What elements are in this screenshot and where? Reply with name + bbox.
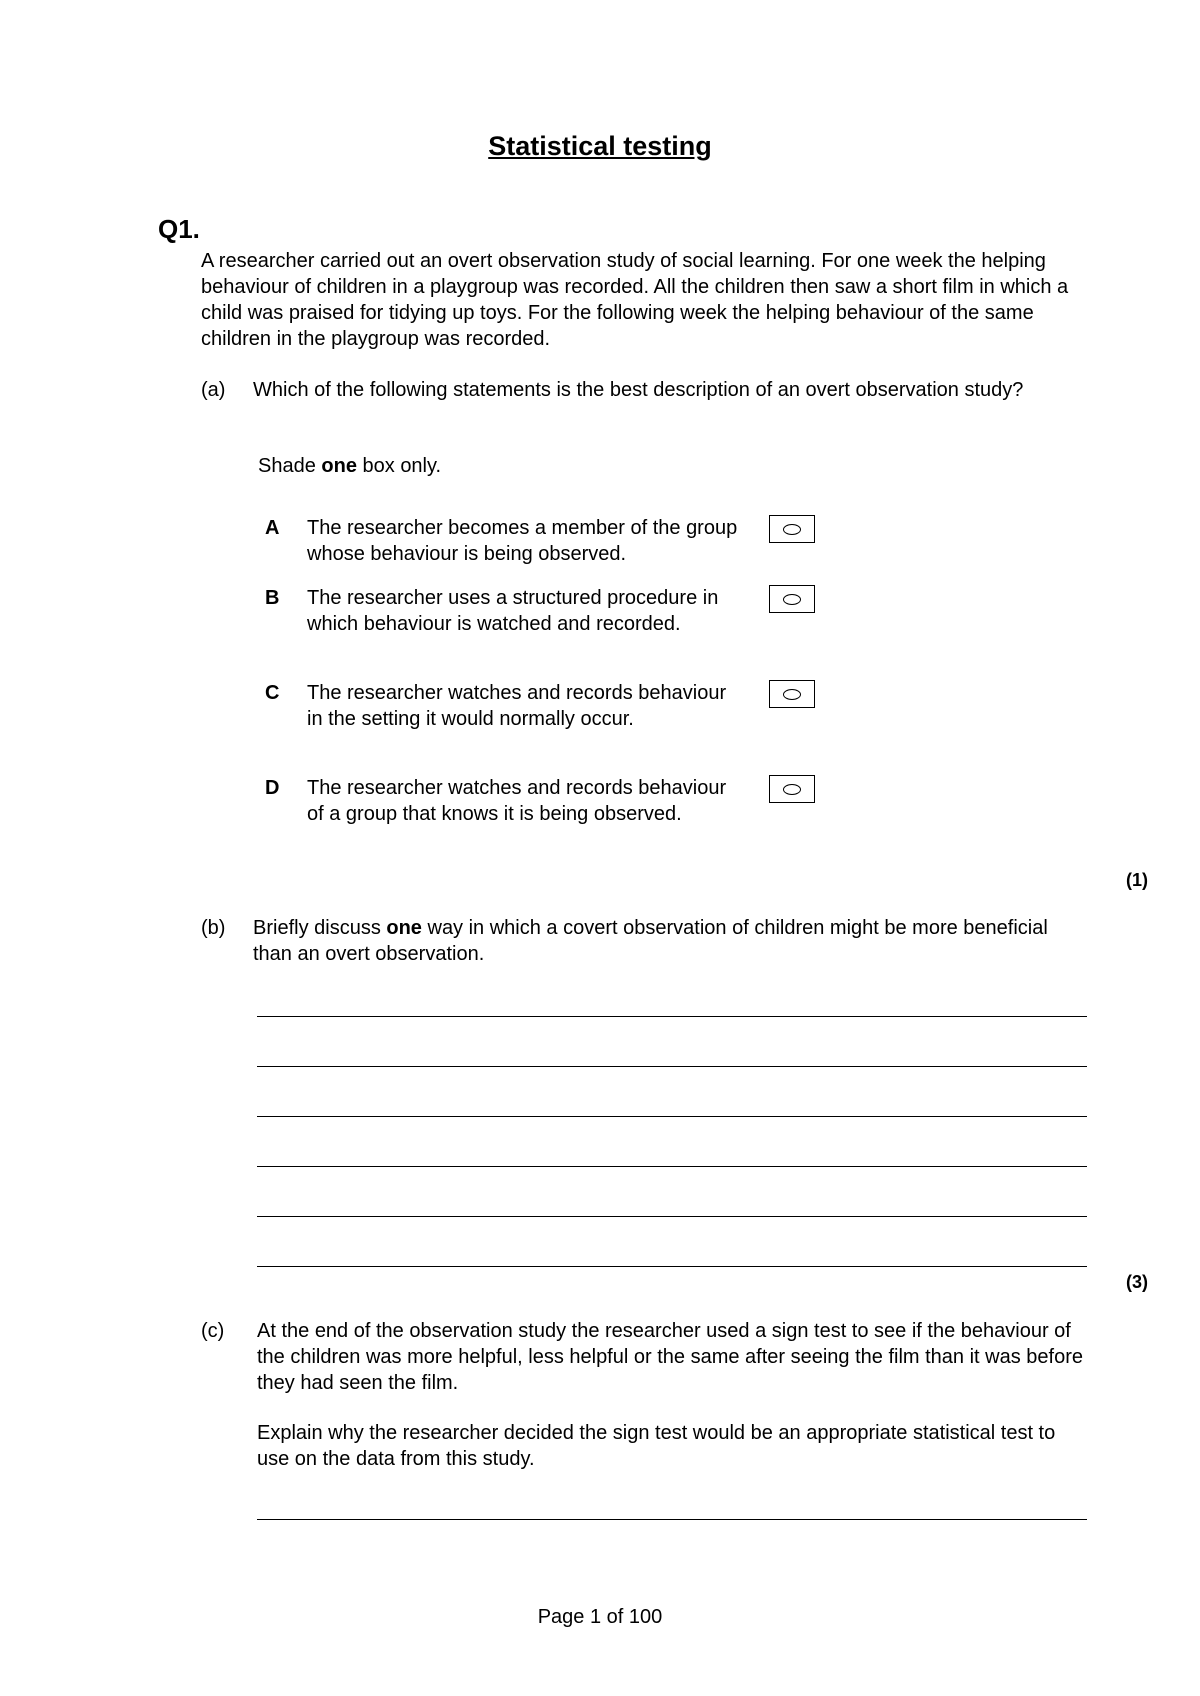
part-b-answer-line[interactable]: [257, 1142, 1087, 1167]
option-a-letter: A: [265, 517, 280, 539]
page-title: Statistical testing: [488, 131, 712, 161]
part-b-label: (b): [201, 917, 226, 939]
part-a-instruction: Shade one box only.: [258, 455, 442, 477]
option-c-checkbox[interactable]: [769, 680, 815, 708]
option-b-letter: B: [265, 587, 280, 609]
part-b-answer-line[interactable]: [257, 1242, 1087, 1267]
part-b-answer-line[interactable]: [257, 1092, 1087, 1117]
option-c-letter: C: [265, 682, 280, 704]
option-a-checkbox[interactable]: [769, 515, 815, 543]
part-b-answer-line[interactable]: [257, 992, 1087, 1017]
option-d-text: The researcher watches and records behaviour of a group that knows it is being observed.: [307, 777, 727, 825]
part-a-label: (a): [201, 379, 226, 401]
part-b-answer-line[interactable]: [257, 1192, 1087, 1217]
option-d-checkbox[interactable]: [769, 775, 815, 803]
question-number: Q1.: [158, 214, 200, 244]
part-b-answer-line[interactable]: [257, 1042, 1087, 1067]
part-a-text: Which of the following statements is the best description of an overt observation study?: [253, 379, 1024, 401]
oval-icon: [783, 524, 801, 535]
oval-icon: [783, 594, 801, 605]
oval-icon: [783, 784, 801, 795]
part-c-answer-line[interactable]: [257, 1495, 1087, 1520]
question-intro: A researcher carried out an overt observation study of social learning. For one week the helping behaviour of children in a playgroup was recorded. All the children then saw a short film in which a child was praised for tidying up toys. For the following week the helping behaviour of the same children in the playgroup was recorded.: [201, 250, 1069, 350]
option-d-letter: D: [265, 777, 280, 799]
part-b-text: Briefly discuss one way in which a covert observation of children might be more beneficial than an overt observation.: [253, 917, 1048, 965]
part-b-marks: (3): [1126, 1272, 1148, 1292]
option-b-checkbox[interactable]: [769, 585, 815, 613]
oval-icon: [783, 689, 801, 700]
part-c-question: Explain why the researcher decided the sign test would be an appropriate statistical test to use on the data from this study.: [257, 1422, 1056, 1470]
part-a-marks: (1): [1126, 870, 1148, 890]
part-c-text: At the end of the observation study the researcher used a sign test to see if the behaviour of the children was more helpful, less helpful or the same after seeing the film than it was before they had seen the film.: [257, 1320, 1083, 1394]
page-footer: Page 1 of 100: [537, 1606, 663, 1628]
option-b-text: The researcher uses a structured procedure in which behaviour is watched and recorded.: [307, 587, 719, 635]
option-c-text: The researcher watches and records behaviour in the setting it would normally occur.: [307, 682, 727, 730]
part-c-label: (c): [201, 1320, 225, 1342]
option-a-text: The researcher becomes a member of the group whose behaviour is being observed.: [307, 517, 738, 565]
